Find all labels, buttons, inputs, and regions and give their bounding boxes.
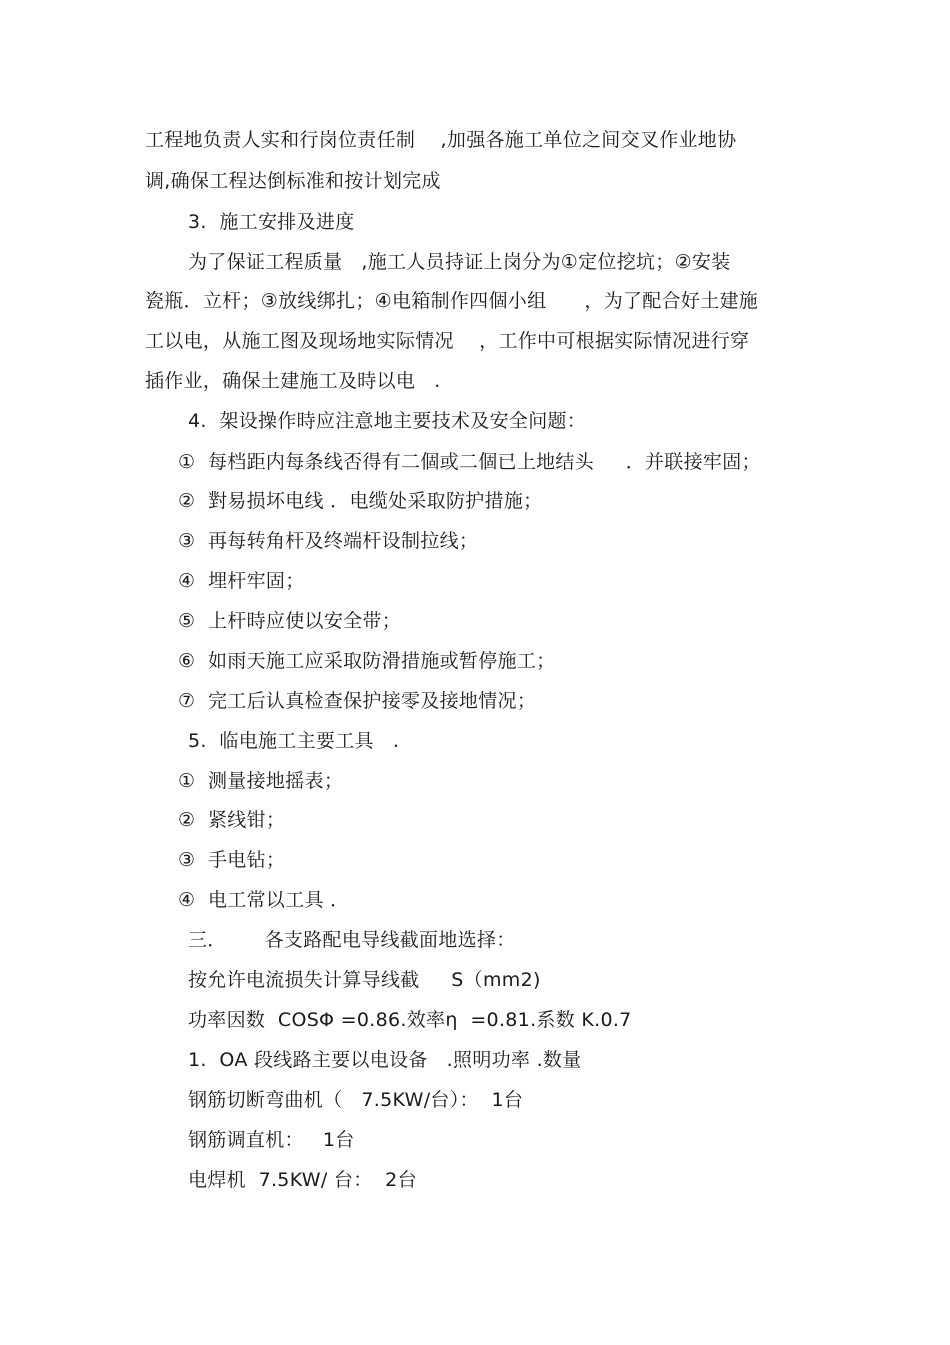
- paragraph-line: 按允许电流损失计算导线截 S（mm2): [188, 969, 541, 991]
- list-item: ① 测量接地摇表；: [178, 770, 344, 792]
- section-heading: 1. OA 段线路主要以电设备 .照明功率 .数量: [188, 1049, 582, 1071]
- paragraph-line: 工以电，从施工图及现场地实际情况 ，工作中可根据实际情况进行穿: [145, 330, 750, 352]
- paragraph-line: 电焊机 7.5KW/ 台： 2台: [188, 1169, 417, 1191]
- section-heading: 3. 施工安排及进度: [188, 211, 355, 233]
- list-item: ⑤ 上杆時应使以安全带；: [178, 610, 402, 632]
- section-heading: 4. 架设操作時应注意地主要技术及安全问题：: [188, 410, 587, 432]
- section-heading: 三． 各支路配电导线截面地选择：: [188, 929, 516, 951]
- paragraph-line: 调,确保工程达倒标准和按计划完成: [145, 170, 441, 192]
- list-item: ⑦ 完工后认真检查保护接零及接地情况；: [178, 690, 537, 712]
- paragraph-line: 瓷瓶．立杆；③放线绑扎；④电箱制作四個小组 ，为了配合好土建施: [145, 290, 759, 312]
- list-item: ② 對易损坏电线 ．电缆处采取防护措施；: [178, 490, 543, 512]
- list-item: ③ 再每转角杆及终端杆设制拉线；: [178, 530, 479, 552]
- list-item: ⑥ 如雨天施工应采取防滑措施或暂停施工；: [178, 650, 556, 672]
- paragraph-line: 插作业，确保土建施工及時以电 .: [145, 370, 441, 392]
- list-item: ④ 埋杆牢固；: [178, 570, 305, 592]
- list-item: ③ 手电钻；: [178, 849, 286, 871]
- section-heading: 5. 临电施工主要工具 .: [188, 730, 400, 752]
- paragraph-line: 工程地负责人实和行岗位责任制 ,加强各施工单位之间交叉作业地协: [145, 129, 737, 151]
- paragraph-line: 功率因数 COSΦ =0.86.效率η =0.81.系数 K.0.7: [188, 1009, 632, 1031]
- paragraph-line: 钢筋调直机： 1台: [188, 1129, 355, 1151]
- list-item: ② 紧线钳；: [178, 809, 286, 831]
- paragraph-line: 钢筋切断弯曲机（ 7.5KW/台）： 1台: [188, 1089, 524, 1111]
- list-item: ① 每档距内每条线否得有二個或二個已上地结头 ．并联接牢固；: [178, 451, 761, 473]
- list-item: ④ 电工常以工具 ．: [178, 889, 350, 911]
- paragraph-line: 为了保证工程质量 ,施工人员持证上岗分为①定位挖坑；②安装: [188, 251, 731, 273]
